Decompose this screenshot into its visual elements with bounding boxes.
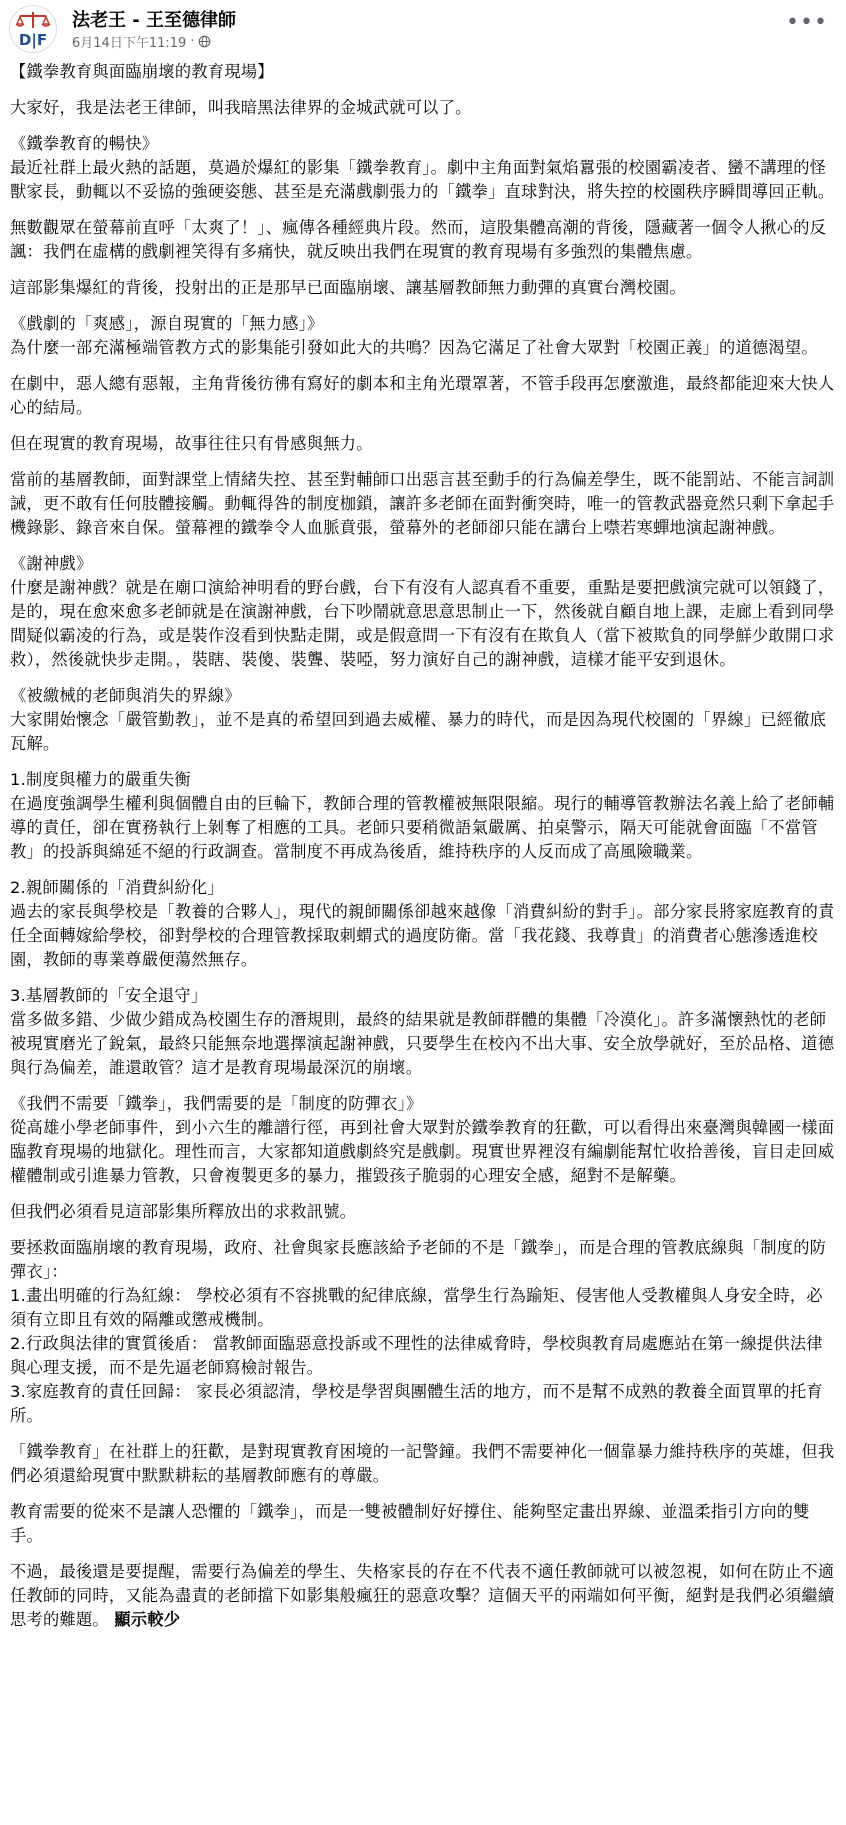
author-name[interactable]: 法老王 - 王至德律師	[72, 10, 237, 31]
post-paragraph: 《鐵拳教育的暢快》 最近社群上最火熱的話題，莫過於爆紅的影集「鐵拳教育」。劇中主角面對氣焰囂張的校園霸凌者、蠻不講理的怪獸家長，動輒以不妥協的強硬姿態、甚至是充滿戲劇張力的「鐵拳」直球對決，將失控的校園秩序瞬間導回正軌。	[10, 134, 835, 201]
svg-text:D|F: D|F	[18, 31, 48, 49]
meta-separator: ·	[190, 34, 195, 49]
post-timestamp[interactable]: 6月14日下午11:19	[72, 36, 187, 51]
globe-icon	[198, 35, 211, 48]
post-paragraph: 《我們不需要「鐵拳」，我們需要的是「制度的防彈衣」》 從高雄小學老師事件，到小六生的離譜行徑，再到社會大眾對於鐵拳教育的狂歡，可以看得出來臺灣與韓國一樣面臨教育現場的地獄化。理性而言，大家都知道戲劇終究是戲劇。現實世界裡沒有編劇能幫忙收拾善後，盲目走回威權體制或引進暴力管教，只會複製更多的暴力，摧毀孩子脆弱的心理安全感，絕對不是解藥。	[10, 1094, 835, 1185]
more-options-button[interactable]: •••	[786, 10, 828, 35]
post-paragraph: 「鐵拳教育」在社群上的狂歡，是對現實教育困境的一記警鐘。我們不需要神化一個靠暴力維持秩序的英雄，但我們必須還給現實中默默耕耘的基層教師應有的尊嚴。	[10, 1442, 835, 1485]
post-paragraph: 教育需要的從來不是讓人恐懼的「鐵拳」，而是一雙被體制好好撐住、能夠堅定畫出界線、並溫柔指引方向的雙手。	[10, 1502, 810, 1545]
post-paragraph: 但在現實的教育現場，故事往往只有骨感與無力。	[10, 434, 373, 453]
see-less-link[interactable]: 顯示較少	[114, 1610, 181, 1629]
post-header	[0, 0, 846, 60]
post-paragraph: 《戲劇的「爽感」，源自現實的「無力感」》 為什麼一部充滿極端管教方式的影集能引發如此大的共鳴？因為它滿足了社會大眾對「校園正義」的道德渴望。	[10, 314, 818, 357]
post-paragraph: 要拯救面臨崩壞的教育現場，政府、社會與家長應該給予老師的不是「鐵拳」，而是合理的管教底線與「制度的防彈衣」： 1.畫出明確的行為紅線： 學校必須有不容挑戰的紀律底線，當學生行為踰矩、侵害他人受教權與人身安全時，必須有立即且有效的隔離或懲戒機制。 2.行政與法律的實質後盾： 當教師面臨惡意投訴或不理性的法律威脅時，學校與教育局處應站在第一線提供法律與心理支援，而不是先逼老師寫檢討報告。 3.家庭教育的責任回歸： 家長必須認清，學校是學習與團體生活的地方，而不是幫不成熟的教養全面買單的托育所。	[10, 1238, 827, 1425]
post-paragraph: 在劇中，惡人總有惡報，主角背後彷彿有寫好的劇本和主角光環罩著，不管手段再怎麼激進，最終都能迎來大快人心的結局。	[10, 374, 835, 417]
post-paragraph: 當前的基層教師，面對課堂上情緒失控、甚至對輔師口出惡言甚至動手的行為偏差學生，既不能罰站、不能言詞訓誡，更不敢有任何肢體接觸。動輒得咎的制度枷鎖，讓許多老師在面對衝突時，唯一的管教武器竟然只剩下拿起手機錄影、錄音來自保。螢幕裡的鐵拳令人血脈賁張，螢幕外的老師卻只能在講台上噤若寒蟬地演起謝神戲。	[10, 470, 835, 537]
post-paragraph: 《謝神戲》 什麼是謝神戲？就是在廟口演給神明看的野台戲，台下有沒有人認真看不重要，重點是要把戲演完就可以領錢了，是的，現在愈來愈多老師就是在演謝神戲，台下吵鬧就意思意思制止一下，然後就自顧自地上課，走廊上看到同學間疑似霸凌的行為，或是裝作沒看到快點走開，或是假意問一下有沒有在欺負人（當下被欺負的同學鮮少敢開口求救），然後就快步走開。，裝瞎、裝傻、裝聾、裝啞，努力演好自己的謝神戲，這樣才能平安到退休。	[10, 554, 835, 669]
post-paragraph: 1.制度與權力的嚴重失衡 在過度強調學生權利與個體自由的巨輪下，教師合理的管教權被無限限縮。現行的輔導管教辦法名義上給了老師輔導的責任，卻在實務執行上剝奪了相應的工具。老師只要稍微語氣嚴厲、拍桌警示，隔天可能就會面臨「不當管教」的投訴與綿延不絕的行政調查。當制度不再成為後盾，維持秩序的人反而成了高風險職業。	[10, 770, 835, 861]
post-paragraph: 《被繳械的老師與消失的界線》 大家開始懷念「嚴管勤教」，並不是真的希望回到過去威權、暴力的時代，而是因為現代校園的「界線」已經徹底瓦解。	[10, 686, 827, 753]
post-paragraph-last	[10, 1560, 836, 1632]
post-paragraph-text: 不過，最後還是要提醒，需要行為偏差的學生、失格家長的存在不代表不適任教師就可以被忽視，如何在防止不適任教師的同時，又能為盡責的老師擋下如影集般瘋狂的惡意攻擊？這個天平的兩端如何平衡，絕對是我們必須繼續思考的難題。	[10, 1562, 835, 1629]
post-title: 【鐵拳教育與面臨崩壞的教育現場】	[10, 62, 274, 81]
post-paragraph: 3.基層教師的「安全退守」 當多做多錯、少做少錯成為校園生存的潛規則，最終的結果就是教師群體的集體「冷漠化」。許多滿懷熱忱的老師被現實磨光了銳氣，最終只能無奈地選擇演起謝神戲，只要學生在校內不出大事、安全放學就好，至於品格、道德與行為偏差，誰還敢管？這才是教育現場最深沉的崩壞。	[10, 986, 835, 1077]
post-paragraph: 這部影集爆紅的背後，投射出的正是那早已面臨崩壞、讓基層教師無力動彈的真實台灣校園。	[10, 278, 686, 297]
post-paragraph: 無數觀眾在螢幕前直呼「太爽了！」、瘋傳各種經典片段。然而，這股集體高潮的背後，隱藏著一個令人揪心的反諷：我們在虛構的戲劇裡笑得有多痛快，就反映出我們在現實的教育現場有多強烈的集體焦慮。	[10, 218, 827, 261]
post-paragraph: 但我們必須看見這部影集所釋放出的求救訊號。	[10, 1202, 357, 1221]
law-firm-logo	[10, 6, 56, 52]
post-body	[10, 60, 836, 1644]
avatar[interactable]	[9, 5, 57, 53]
post-meta	[72, 32, 211, 51]
post-paragraph: 大家好，我是法老王律師，叫我暗黑法律界的金城武就可以了。	[10, 98, 472, 117]
post-paragraph: 2.親師關係的「消費糾紛化」 過去的家長與學校是「教養的合夥人」，現代的親師關係卻越來越像「消費糾紛的對手」。部分家長將家庭教育的責任全面轉嫁給學校，卻對學校的合理管教採取刺蝟式的過度防衛。當「我花錢、我尊貴」的消費者心態滲透進校園，教師的專業尊嚴便蕩然無存。	[10, 878, 835, 969]
